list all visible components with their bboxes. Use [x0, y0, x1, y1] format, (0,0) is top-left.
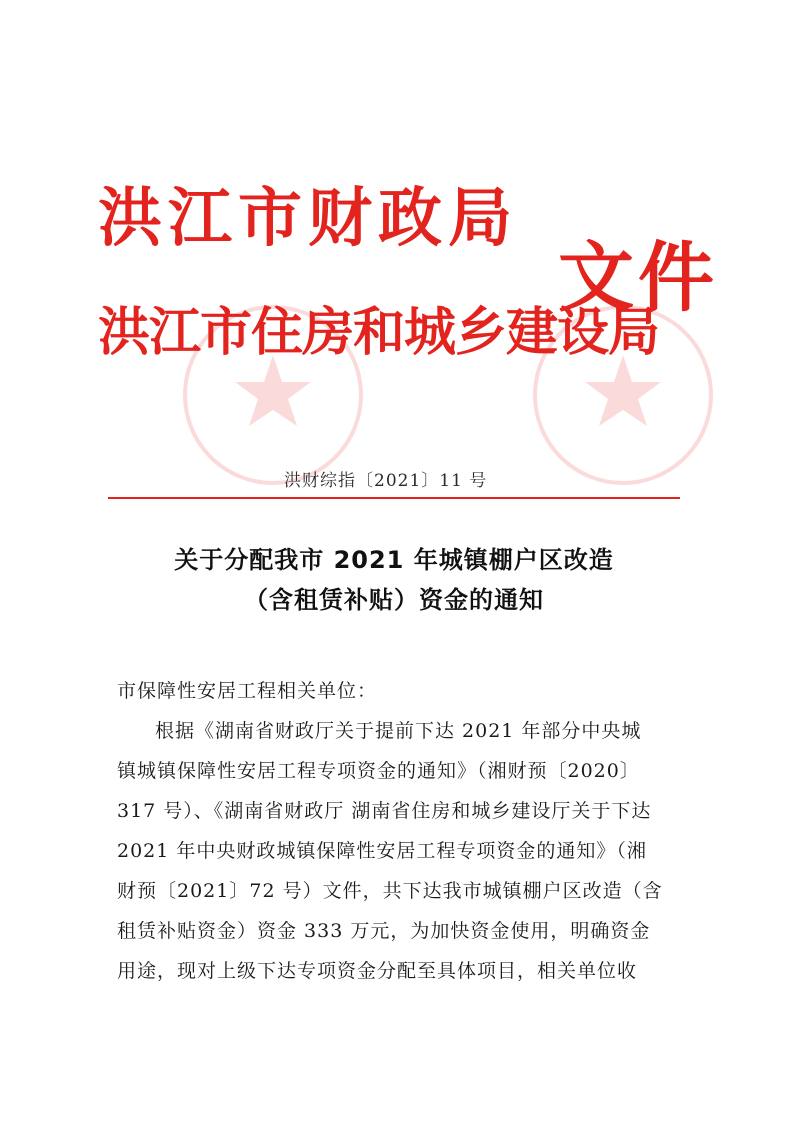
body-line: 用途，现对上级下达专项资金分配至具体项目，相关单位收	[117, 960, 638, 982]
body-line: 租赁补贴资金）资金 333 万元，为加快资金使用，明确资金	[117, 920, 651, 942]
body-line: 317 号）、《湖南省财政厅 湖南省住房和城乡建设厅关于下达	[117, 800, 652, 822]
document-number: 洪财综指〔2021〕11 号	[284, 471, 488, 491]
notice-title-line-1: 关于分配我市 2021 年城镇棚户区改造	[174, 546, 614, 574]
salutation: 市保障性安居工程相关单位：	[117, 680, 378, 702]
body-line: 镇城镇保障性安居工程专项资金的通知》（湘财预〔2020〕	[117, 760, 640, 782]
issuer-finance-bureau: 洪江市财政局	[98, 181, 518, 256]
body-line: 财预〔2021〕72 号）文件，共下达我市城镇棚户区改造（含	[117, 880, 663, 902]
body-line: 根据《湖南省财政厅关于提前下达 2021 年部分中央城	[155, 720, 642, 742]
notice-title-line-2: （含租赁补贴）资金的通知	[244, 586, 544, 614]
body-line: 2021 年中央财政城镇保障性安居工程专项资金的通知》（湘	[117, 840, 647, 862]
document-type-label: 文件	[558, 233, 718, 322]
header-divider	[108, 497, 680, 499]
issuer-housing-bureau: 洪江市住房和城乡建设局	[98, 302, 660, 363]
